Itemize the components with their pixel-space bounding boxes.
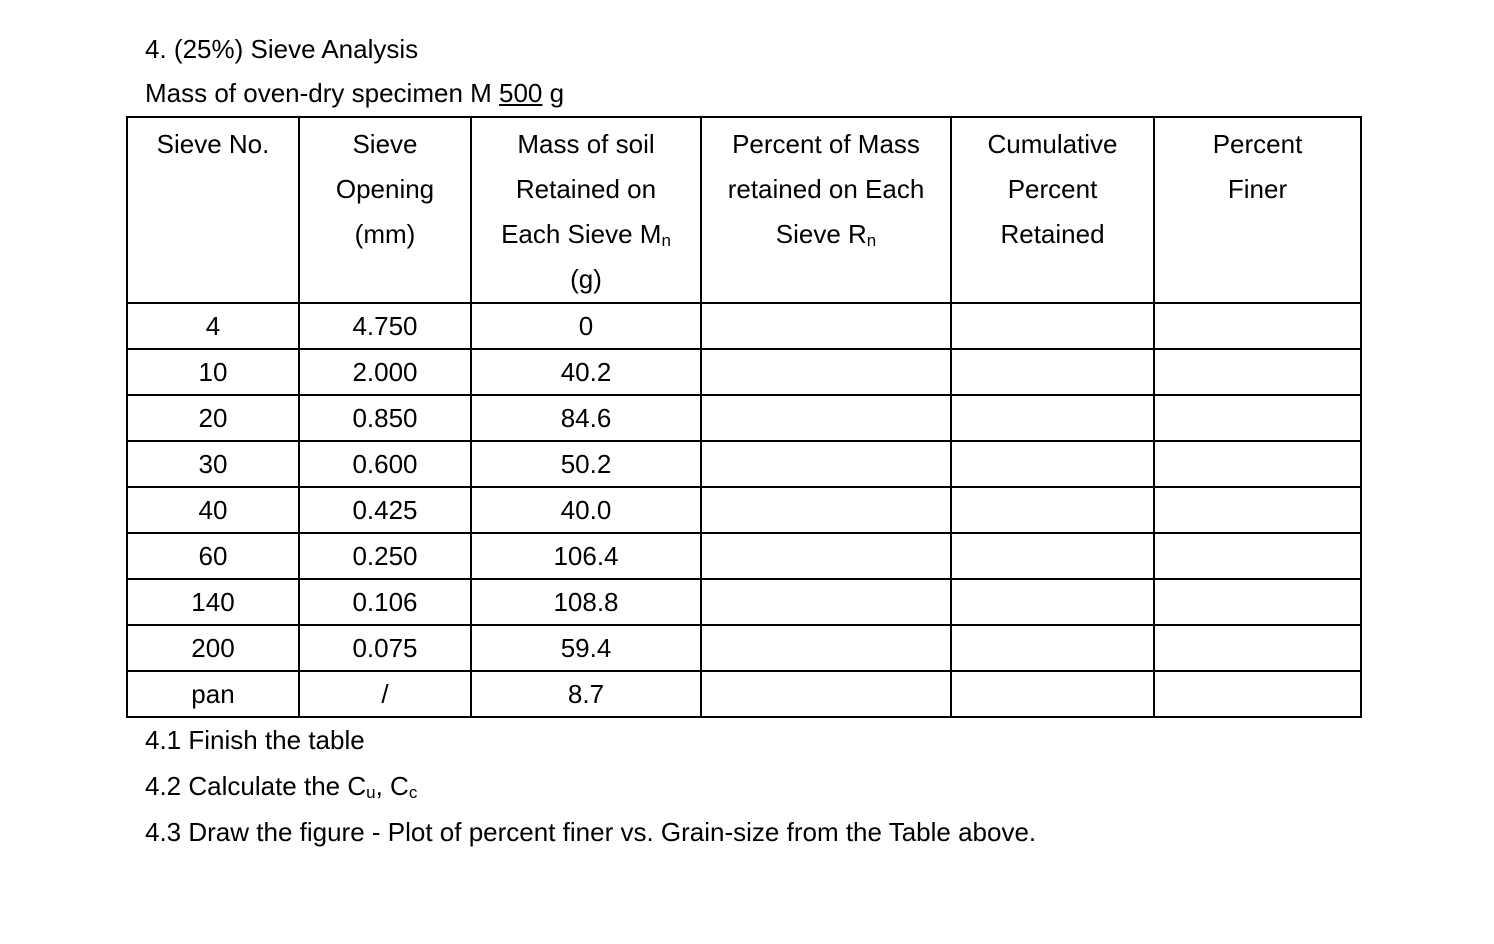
question-4-1: 4.1 Finish the table [145,725,365,755]
header-line: Sieve No. [156,129,270,159]
cell-percent-finer[interactable] [1154,579,1361,625]
table-row [127,349,1361,395]
cell-mass-retained: 0 [471,303,701,349]
cell-cumulative-retained[interactable] [951,395,1154,441]
sieve-analysis-table [126,116,1362,718]
cell-sieve-no: 20 [127,395,299,441]
cell-percent-finer[interactable] [1154,349,1361,395]
question-4-2-text: 4.2 Calculate the C [145,771,367,801]
header-line: Percent [1007,174,1098,204]
cell-opening: 4.750 [299,303,471,349]
cell-mass-retained: 106.4 [471,533,701,579]
cell-cumulative-retained[interactable] [951,303,1154,349]
cell-mass-retained: 40.2 [471,349,701,395]
cell-percent-retained[interactable] [701,487,951,533]
header-line: Opening [335,174,435,204]
header-line: Finer [1227,174,1288,204]
header-line-with-subscript [702,212,950,257]
table-body [127,303,1361,717]
problem-title: 4. (25%) Sieve Analysis [145,34,419,64]
table-row [127,441,1361,487]
cell-opening: 0.250 [299,533,471,579]
cell-percent-finer[interactable] [1154,533,1361,579]
header-line: Cumulative [987,129,1118,159]
header-line: (g) [570,264,602,294]
cell-percent-retained[interactable] [701,441,951,487]
cell-percent-finer[interactable] [1154,303,1361,349]
header-line: Retained [1000,219,1105,249]
cu-subscript: u [366,783,376,802]
header-line: Retained on [515,174,657,204]
cell-percent-retained[interactable] [701,625,951,671]
cc-subscript: c [408,783,418,802]
cell-mass-retained: 59.4 [471,625,701,671]
table-row [127,671,1361,717]
question-4-2-mid: , C [375,771,409,801]
specimen-mass-unit: g [542,78,565,108]
cell-cumulative-retained[interactable] [951,671,1154,717]
cell-percent-retained[interactable] [701,579,951,625]
cell-sieve-no: 40 [127,487,299,533]
header-line: Sieve [352,129,418,159]
header-line: Sieve R [775,219,867,249]
cell-opening: 0.600 [299,441,471,487]
cell-mass-retained: 40.0 [471,487,701,533]
cell-mass-retained: 84.6 [471,395,701,441]
cell-cumulative-retained[interactable] [951,441,1154,487]
header-percent-finer [1154,117,1361,303]
cell-sieve-no: 60 [127,533,299,579]
specimen-mass-value: 500 [499,78,543,108]
cell-percent-finer[interactable] [1154,487,1361,533]
cell-opening: 0.075 [299,625,471,671]
header-line-with-subscript [472,212,700,257]
cell-opening: 2.000 [299,349,471,395]
cell-mass-retained: 50.2 [471,441,701,487]
cell-opening: 0.106 [299,579,471,625]
header-line: retained on Each [727,174,925,204]
table-row [127,487,1361,533]
cell-percent-retained[interactable] [701,671,951,717]
cell-percent-retained[interactable] [701,349,951,395]
table-row [127,303,1361,349]
cell-sieve-no: 30 [127,441,299,487]
cell-percent-finer[interactable] [1154,395,1361,441]
table-row [127,625,1361,671]
question-4-3: 4.3 Draw the figure - Plot of percent finer vs. Grain-size from the Table above. [145,817,1037,847]
table-row [127,579,1361,625]
cell-cumulative-retained[interactable] [951,349,1154,395]
cell-opening: 0.425 [299,487,471,533]
cell-sieve-no: 10 [127,349,299,395]
table-header-row [127,117,1361,303]
cell-mass-retained: 8.7 [471,671,701,717]
cell-opening: 0.850 [299,395,471,441]
cell-percent-finer[interactable] [1154,671,1361,717]
cell-cumulative-retained[interactable] [951,487,1154,533]
header-line: Each Sieve M [501,219,662,249]
cell-sieve-no: 140 [127,579,299,625]
header-subscript: n [661,231,671,250]
cell-cumulative-retained[interactable] [951,533,1154,579]
header-line: (mm) [354,219,416,249]
header-subscript: n [866,231,877,250]
header-line: Percent of Mass [732,129,920,159]
header-sieve-opening [299,117,471,303]
cell-percent-finer[interactable] [1154,441,1361,487]
cell-mass-retained: 108.8 [471,579,701,625]
header-mass-retained [471,117,701,303]
cell-percent-retained[interactable] [701,395,951,441]
table-row [127,533,1361,579]
header-cumulative-retained [951,117,1154,303]
cell-cumulative-retained[interactable] [951,625,1154,671]
header-line: Mass of soil [517,129,655,159]
cell-percent-retained[interactable] [701,533,951,579]
cell-sieve-no: 4 [127,303,299,349]
table-row [127,395,1361,441]
cell-cumulative-retained[interactable] [951,579,1154,625]
cell-percent-finer[interactable] [1154,625,1361,671]
question-4-2 [145,771,417,801]
header-sieve-no [127,117,299,303]
header-percent-retained [701,117,951,303]
specimen-mass-line [145,78,564,108]
cell-opening: / [299,671,471,717]
cell-percent-retained[interactable] [701,303,951,349]
cell-sieve-no: pan [127,671,299,717]
specimen-mass-label: Mass of oven-dry specimen M [145,78,500,108]
header-line: Percent [1212,129,1303,159]
cell-sieve-no: 200 [127,625,299,671]
